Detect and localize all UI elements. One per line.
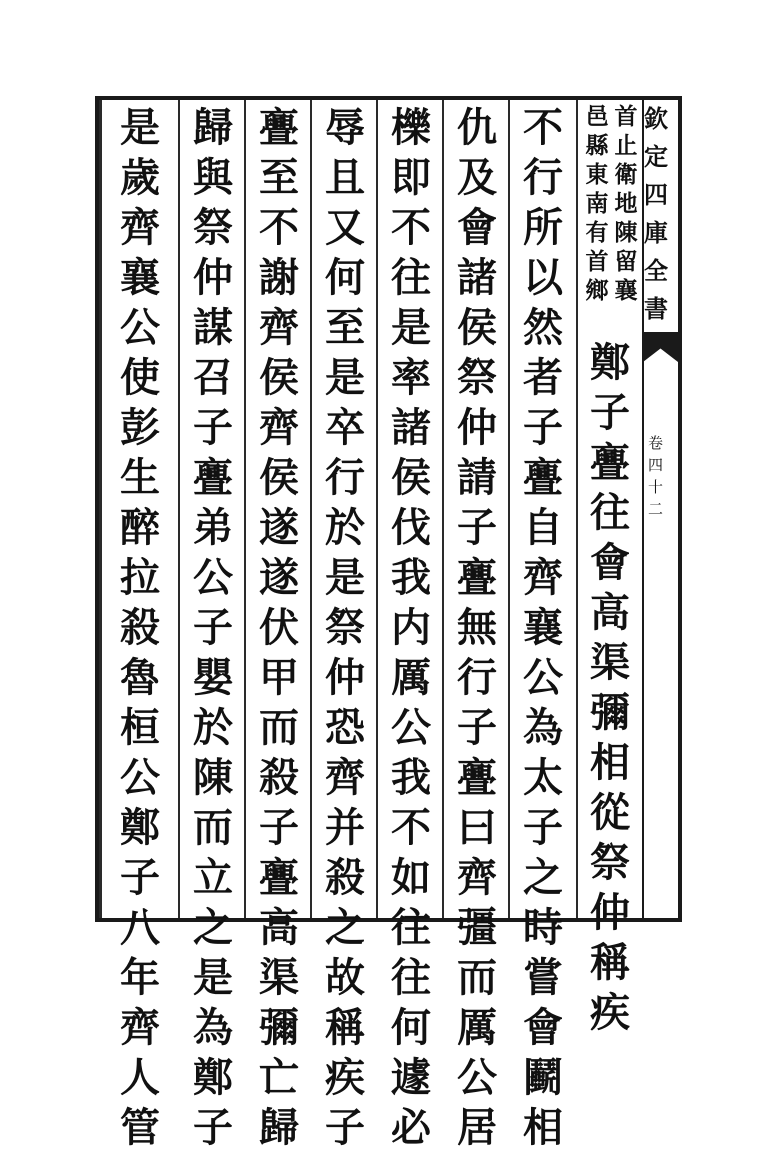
text-column-5 <box>312 103 378 1151</box>
column-text: 歸 與 祭 仲 謀 召 子 亹 弟 公 子 嬰 於 陳 而 立 之 是 為 鄭 子 <box>193 104 233 1151</box>
column-text: 亹 至 不 謝 齊 侯 齊 侯 遂 遂 伏 甲 而 殺 子 亹 高 渠 彌 亡 歸 <box>259 104 299 1151</box>
column-text: 鄭 子 亹 往 會 高 渠 彌 相 從 祭 仲 稱 疾 <box>590 339 630 1036</box>
text-column-3 <box>444 103 510 1151</box>
column-text: 辱 且 又 何 至 是 卒 行 於 是 祭 仲 恐 齊 并 殺 之 故 稱 疾 子 <box>325 104 365 1151</box>
column-text: 櫟 即 不 往 是 率 諸 侯 伐 我 内 厲 公 我 不 如 往 往 何 遽 必 <box>391 104 431 1151</box>
annotation-line-left <box>584 102 610 305</box>
column-text: 不 行 所 以 然 者 子 亹 自 齊 襄 公 為 太 子 之 時 嘗 會 鬬 相 <box>523 104 563 1151</box>
margin-juan-number <box>648 432 674 520</box>
column-text: 是 歲 齊 襄 公 使 彭 生 醉 拉 殺 魯 桓 公 鄭 子 八 年 齊 人 管 <box>120 104 160 1151</box>
text-column-4 <box>378 103 444 1151</box>
annotation-text-left: 邑 縣 東 南 有 首 鄉 <box>585 103 609 304</box>
column-text: 仇 及 會 諸 侯 祭 仲 請 子 亹 無 行 子 亹 曰 齊 彊 而 厲 公 居 <box>457 104 497 1151</box>
margin-title-text: 欽定四庫全書 <box>644 104 668 323</box>
text-column-6 <box>246 103 312 1151</box>
text-column-1 <box>578 338 642 1156</box>
text-column-2 <box>510 103 576 1151</box>
annotation-text-right: 首 止 衛 地 陳 留 襄 <box>614 103 638 304</box>
text-column-8 <box>102 103 178 1151</box>
margin-juan-text: 卷四十二 <box>648 434 664 518</box>
text-column-7 <box>180 103 246 1151</box>
annotation-line-right <box>613 102 639 305</box>
margin-book-title <box>644 100 678 328</box>
